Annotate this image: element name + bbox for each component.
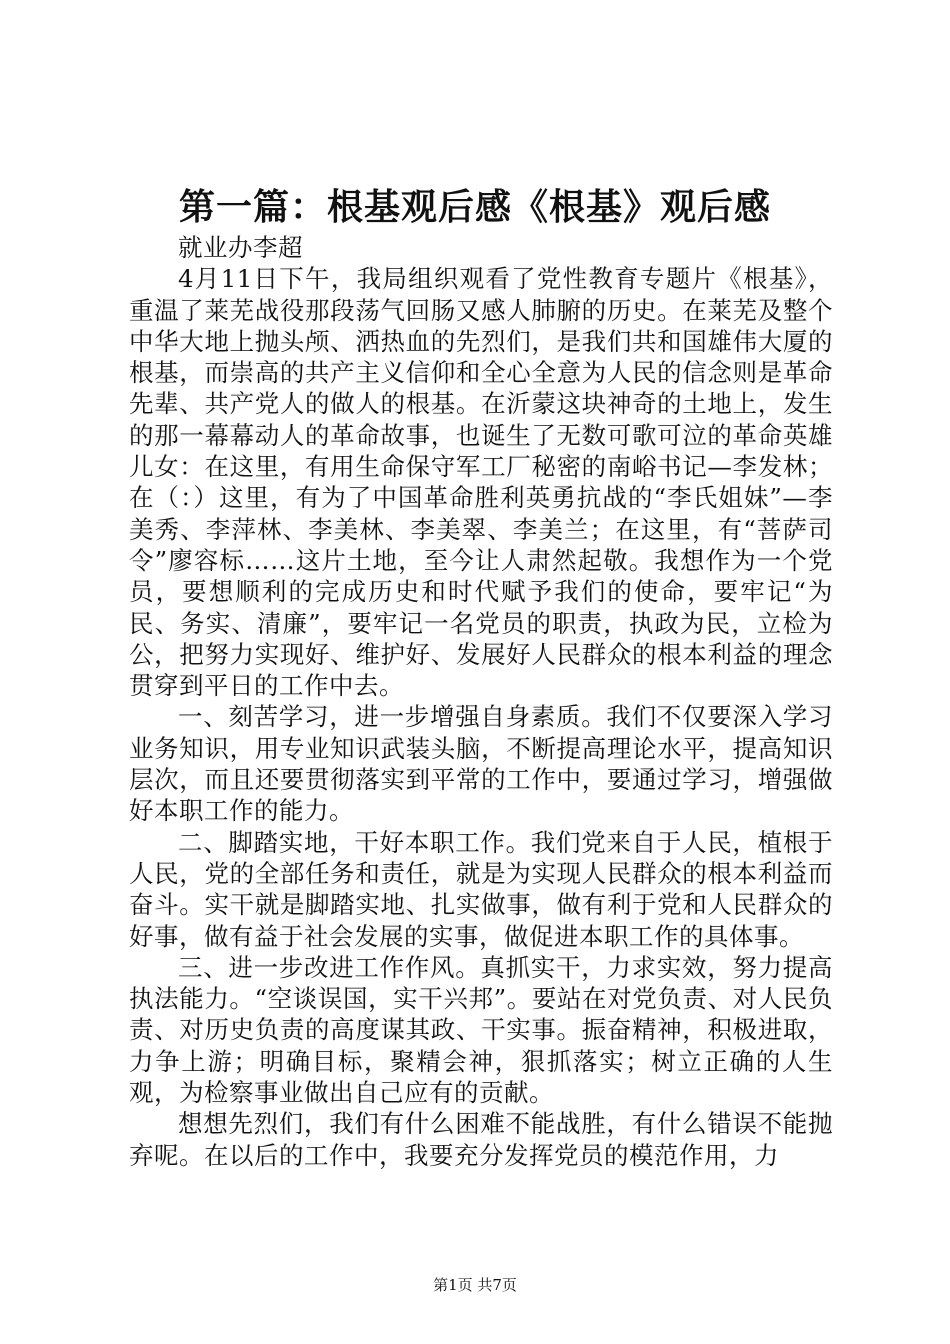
paragraph-2: 一、刻苦学习，进一步增强自身素质。我们不仅要深入学习业务知识，用专业知识武装头脑，不断提高理论水平，提高知识层次，而且还要贯彻落实到平常的工作中，要通过学习，增强做好本职工作的能力。 xyxy=(129,702,833,826)
page-number: 第1页 共7页 xyxy=(433,1276,517,1294)
author-line: 就业办李超 xyxy=(178,233,303,262)
paragraph-4: 三、进一步改进工作作风。真抓实干，力求实效，努力提高执法能力。“空谈误国，实干兴邦”。要站在对党负责、对人民负责、对历史负责的高度谋其政、干实事。振奋精神，积极进取，力争上游；明确目标，聚精会神，狠抓落实；树立正确的人生观，为检察事业做出自己应有的贡献。 xyxy=(129,952,833,1108)
paragraph-3: 二、脚踏实地，干好本职工作。我们党来自于人民，植根于人民，党的全部任务和责任，就是为实现人民群众的根本利益而奋斗。实干就是脚踏实地、扎实做事，做有利于党和人民群众的好事，做有益于社会发展的实事，做促进本职工作的具体事。 xyxy=(129,827,833,951)
paragraph-5: 想想先烈们，我们有什么困难不能战胜，有什么错误不能抛弃呢。在以后的工作中，我要充分发挥党员的模范作用，力 xyxy=(129,1109,833,1170)
paragraph-1: 4月11日下午，我局组织观看了党性教育专题片《根基》，重温了莱芜战役那段荡气回肠又感人肺腑的历史。在莱芜及整个中华大地上抛头颅、洒热血的先烈们，是我们共和国雄伟大厦的根基，而崇高的共产主义信仰和全心全意为人民的信念则是革命先辈、共产党人的做人的根基。在沂蒙这块神奇的土地上，发生的那一幕幕动人的革命故事，也诞生了无数可歌可泣的革命英雄儿女：在这里，有用生命保守军工厂秘密的南峪书记—李发林；在（：）这里，有为了中国革命胜利英勇抗战的“李氏姐妹”—李美秀、李萍林、李美林、李美翠、李美兰；在这里，有“菩萨司令”廖容标……这片土地，至今让人肃然起敬。我想作为一个党员，要想顺利的完成历史和时代赋予我们的使命，要牢记“为民、务实、清廉”，要牢记一名党员的职责，执政为民，立检为公，把努力实现好、维护好、发展好人民群众的根本利益的理念贯穿到平日的工作中去。 xyxy=(129,264,833,701)
document-body xyxy=(129,232,833,1171)
document-title: 第一篇：根基观后感《根基》观后感 xyxy=(178,187,771,228)
